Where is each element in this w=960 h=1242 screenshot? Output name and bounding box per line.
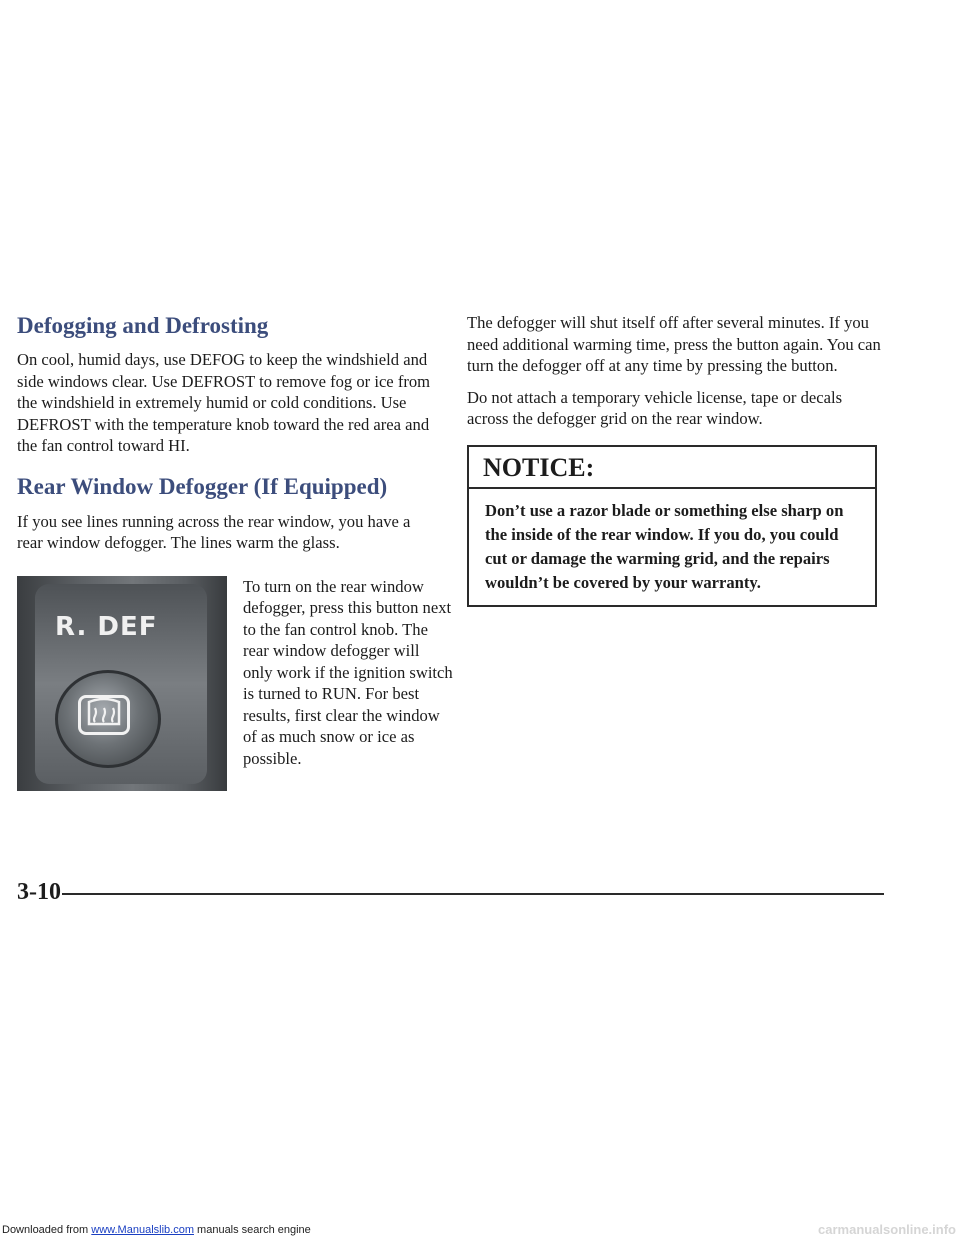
figure-caption (243, 576, 453, 770)
defogging-paragraph: On cool, humid days, use DEFOG to keep the windshield and side windows clear. Use DEFROST to remove fog or ice from the windshield in extremely humid or cold conditions. Use DEFROST with the temperature knob toward the red area and the fan control toward HI. (17, 350, 431, 455)
section-heading-rear-defogger: Rear Window Defogger (If Equipped) (17, 473, 388, 499)
shutoff-paragraph: The defogger will shut itself off after several minutes. If you need additional warming time, press the button again. You can turn the defogger off at any time by pressing the button. (467, 313, 881, 375)
figure-caption-text: To turn on the rear window defogger, press this button next to the fan control knob. The rear window defogger will only work if the ignition switch is turned to RUN. For best results, first clear the window of as much snow or ice as possible. (243, 576, 453, 768)
notice-box (467, 445, 877, 607)
rear-defrost-icon (78, 695, 130, 735)
photo-button-label: R. DEF (55, 611, 158, 642)
download-prefix: Downloaded from (2, 1224, 89, 1236)
notice-body: Don’t use a razor blade or something else sharp on the inside of the rear window. If you do, you could cut or damage the warming grid, and the repairs wouldn’t be covered by your warranty. (485, 500, 844, 592)
figure-row (17, 576, 453, 791)
download-bar (2, 1224, 311, 1236)
section-heading-defogging: Defogging and Defrosting (17, 313, 269, 338)
rear-defogger-intro: If you see lines running across the rear window, you have a rear window defogger. The lines warm the glass. (17, 511, 411, 552)
watermark: carmanualsonline.info (818, 1222, 956, 1237)
notice-title: NOTICE: (469, 447, 875, 489)
manualslib-link[interactable]: www.Manualslib.com (91, 1224, 194, 1236)
right-column (467, 312, 887, 607)
download-suffix: manuals search engine (197, 1224, 311, 1236)
defogger-button-knob (55, 670, 161, 768)
rear-defrost-glyph (83, 698, 125, 728)
grid-warning-paragraph: Do not attach a temporary vehicle license, tape or decals across the defogger grid on the rear window. (467, 387, 843, 428)
rear-defogger-button-photo (17, 576, 227, 791)
left-column (17, 312, 453, 791)
page-number: 3-10 (17, 879, 61, 905)
footer-rule (62, 893, 884, 895)
